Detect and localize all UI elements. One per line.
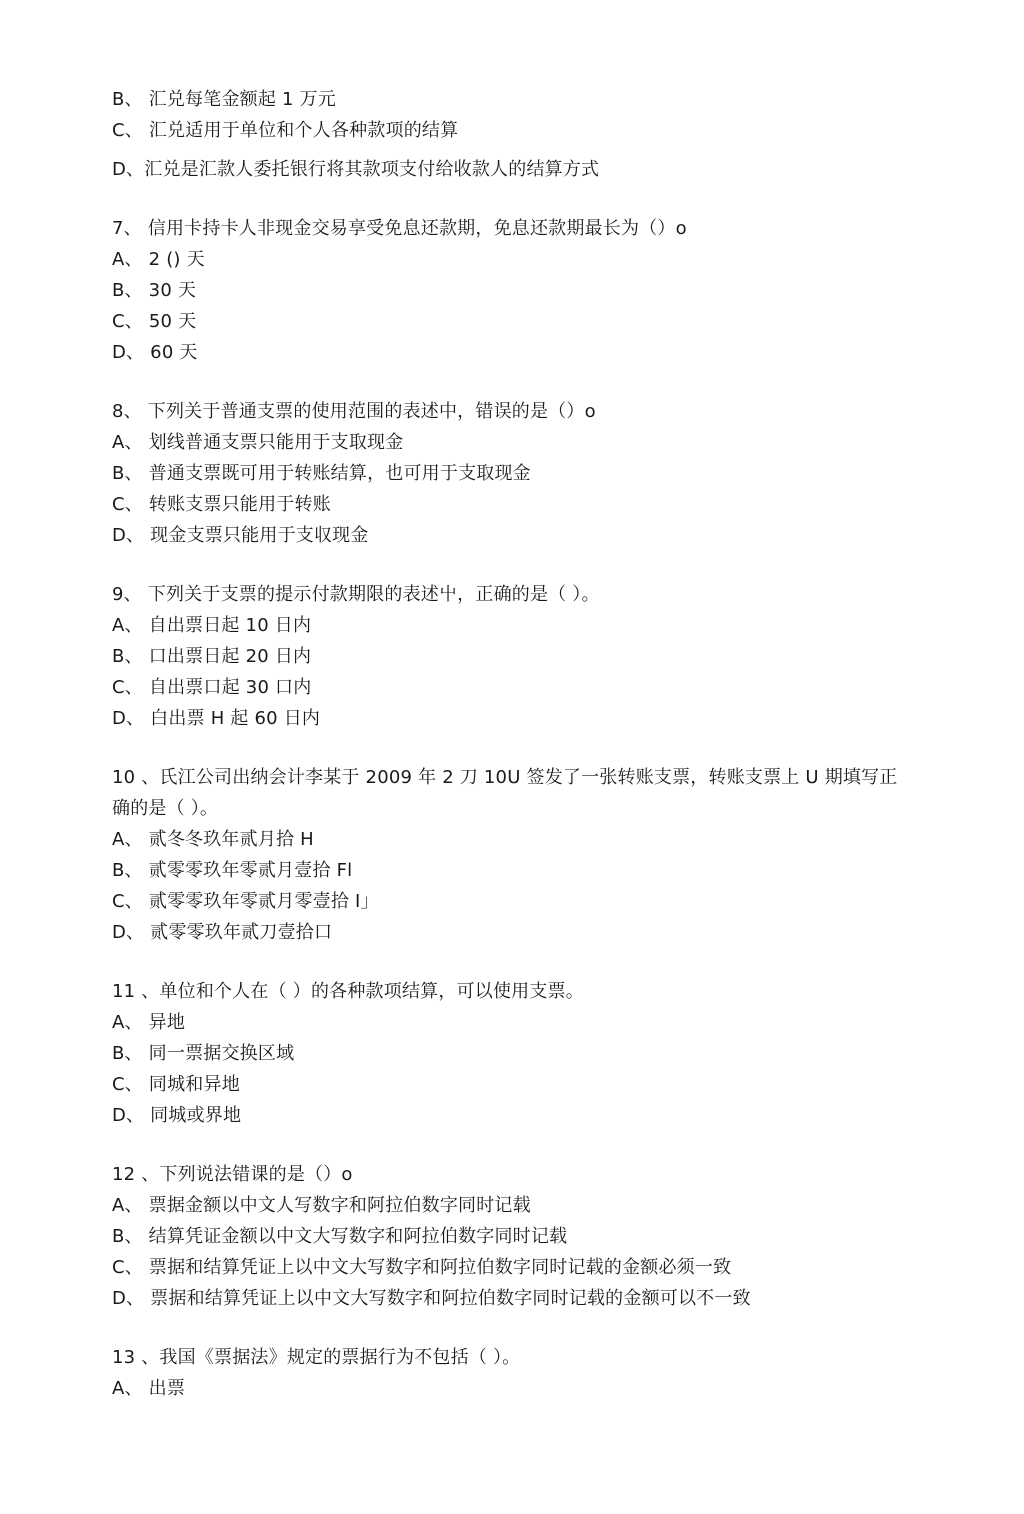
option-d: D、 现金支票只能用于支収现金 [112, 525, 369, 546]
option-a: A、 划线普通支票只能用于支取现金 [112, 432, 404, 453]
option-b: B、 汇兑每笔金额起 1 万元 [112, 89, 336, 110]
option-a: A、 票据金额以中文人写数字和阿拉伯数字同时记载 [112, 1195, 531, 1216]
option-c: C、 票据和结算凭证上以中文大写数字和阿拉伯数字同时记载的金额必须一致 [112, 1257, 732, 1278]
question-9 [112, 579, 912, 734]
question-stem: 7、 信用卡持卡人非现金交易享受免息还款期，免息还款期最长为（）o [112, 218, 687, 239]
option-a: A、 2 () 天 [112, 249, 205, 270]
document-page [112, 84, 912, 1404]
option-c: C、 自出票口起 30 口内 [112, 677, 312, 698]
question-10 [112, 762, 912, 948]
question-stem: 11 、单位和个人在（ ）的各种款项结算，可以使用支票。 [112, 981, 584, 1002]
option-c: C、 汇兑适用于单位和个人各种款项的结算 [112, 120, 459, 141]
option-c: C、 同城和异地 [112, 1074, 240, 1095]
option-a: A、 出票 [112, 1378, 186, 1399]
option-d: D、 同城或界地 [112, 1105, 242, 1126]
option-d: D、 白出票 H 起 60 日内 [112, 708, 321, 729]
option-a: A、 自出票日起 10 日内 [112, 615, 312, 636]
option-b: B、 同一票据交换区域 [112, 1043, 295, 1064]
question-stem: 9、 下列关于支票的提示付款期限的表述屮，正确的是（ ）。 [112, 584, 600, 605]
option-a: A、 异地 [112, 1012, 186, 1033]
question-stem: 12 、下列说法错课的是（）o [112, 1164, 353, 1185]
option-b: B、 口出票日起 20 日内 [112, 646, 312, 667]
option-c: C、 贰零零玖年零贰月零壹拾 I」 [112, 891, 379, 912]
option-c: C、 50 天 [112, 311, 197, 332]
option-d: D、 票据和结算凭证上以中文大写数字和阿拉伯数字同时记载的金额可以不一致 [112, 1288, 751, 1309]
option-c: C、 转账支票只能用于转账 [112, 494, 331, 515]
option-d: D、 60 天 [112, 342, 198, 363]
question-stem: 13 、我国《票据法》规定的票据行为不包括（ ）。 [112, 1347, 521, 1368]
option-b: B、 贰零零玖年零贰月壹拾 Fl [112, 860, 353, 881]
question-7 [112, 213, 912, 368]
option-b: B、 普通支票既可用于转账结算，也可用于支取现金 [112, 463, 531, 484]
question-stem: 10 、氏江公司出纳会计李某于 2009 年 2 刀 10U 签发了一张转账支票，转账支票上 U 期填写正确的是（ ）。 [112, 767, 898, 819]
previous-question-options [112, 84, 912, 185]
option-b: B、 30 天 [112, 280, 197, 301]
option-d: D、 贰零零玖年贰刀壹拾口 [112, 922, 333, 943]
option-b: B、 结算凭证金额以中文大写数字和阿拉伯数字同时记载 [112, 1226, 568, 1247]
option-a: A、 贰冬冬玖年贰月拾 H [112, 829, 314, 850]
question-13 [112, 1342, 912, 1404]
question-11 [112, 976, 912, 1131]
question-stem: 8、 下列关于普通支票的使用范围的表述中，错误的是（）o [112, 401, 596, 422]
option-d: D、汇兑是汇款人委托银行将其款项支付给收款人的结算方式 [112, 159, 600, 180]
question-8 [112, 396, 912, 551]
question-12 [112, 1159, 912, 1314]
